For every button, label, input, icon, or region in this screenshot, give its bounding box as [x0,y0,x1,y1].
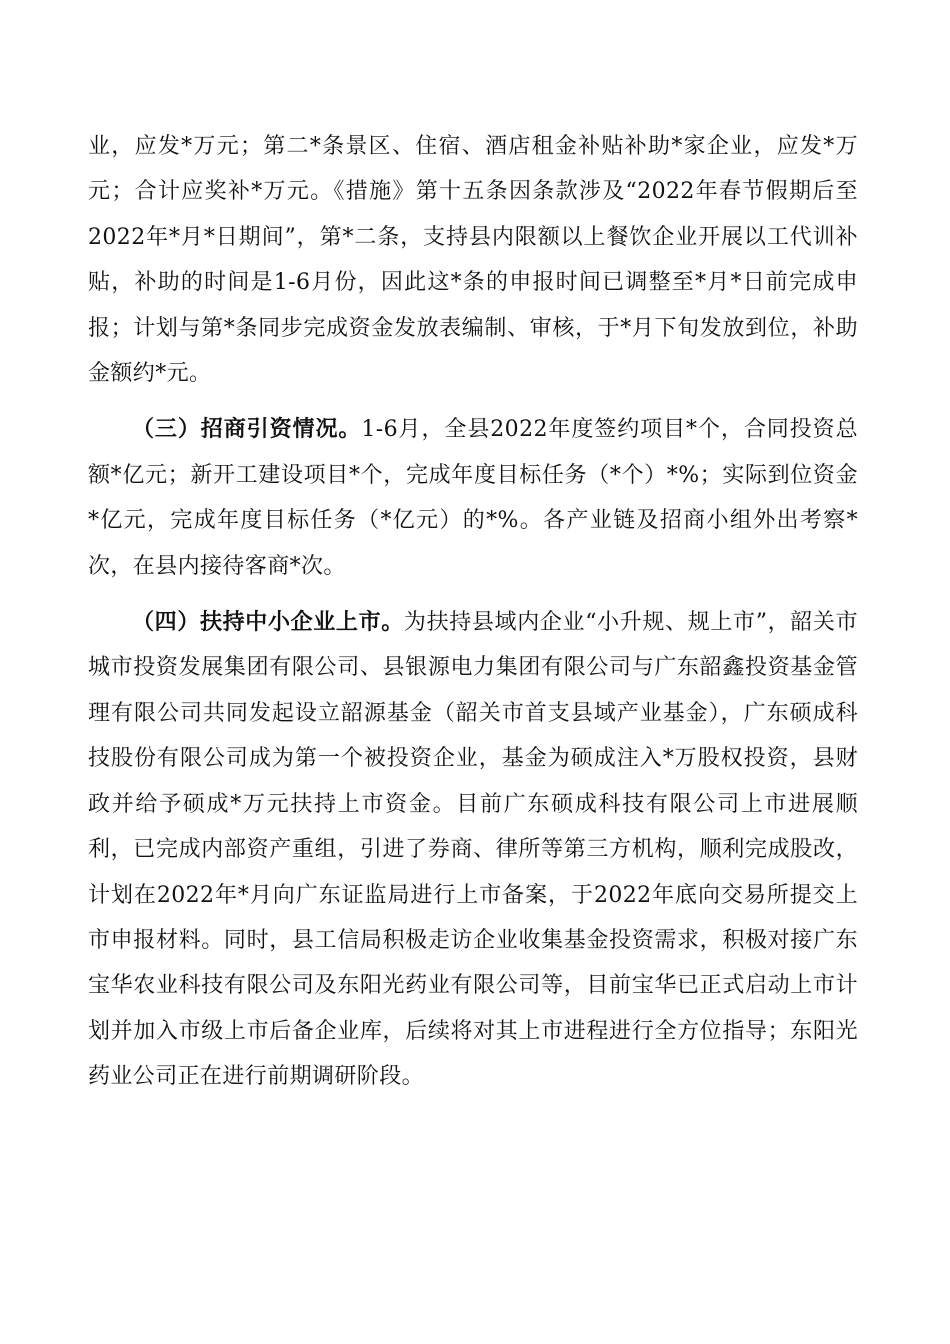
paragraph-text: 1-6月，全县2022年度签约项目*个，合同投资总额*亿元；新开工建设项目*个，完成年度目标任务（*个）*%；实际到位资金*亿元，完成年度目标任务（*亿元）的*%。各产业链及招商小组外出考察*次，在县内接待客商*次。 [88,417,858,579]
paragraph-investment-attraction [88,407,858,589]
paragraph-text: 为扶持县域内企业“小升规、规上市”，韶关市城市投资发展集团有限公司、县银源电力集团有限公司与广东韶鑫投资基金管理有限公司共同发起设立韶源基金（韶关市首支县域产业基金），广东硕成科技股份有限公司成为第一个被投资企业，基金为硕成注入*万股权投资，县财政并给予硕成*万元扶持上市资金。目前广东硕成科技有限公司上市进展顺利，已完成内部资产重组，引进了券商、律所等第三方机构，顺利完成股改，计划在2022年*月向广东证监局进行上市备案，于2022年底向交易所提交上市申报材料。同时，县工信局积极走访企业收集基金投资需求，积极对接广东宝华农业科技有限公司及东阳光药业有限公司等，目前宝华已正式启动上市计划并加入市级上市后备企业库，后续将对其上市进程进行全方位指导；东阳光药业公司正在进行前期调研阶段。 [88,610,858,1090]
paragraph-subsidy-continuation [88,124,858,396]
section-heading-investment: （三）招商引资情况。 [132,416,362,443]
document-body [88,124,858,1111]
paragraph-sme-listing [88,600,858,1099]
section-heading-sme-listing: （四）扶持中小企业上市。 [132,609,404,636]
paragraph-text: 业，应发*万元；第二*条景区、住宿、酒店租金补贴补助*家企业，应发*万元；合计应奖补*万元。《措施》第十五条因条款涉及“2022年春节假期后至2022年*月*日期间”，第*二条，支持县内限额以上餐饮企业开展以工代训补贴，补助的时间是1-6月份，因此这*条的申报时间已调整至*月*日前完成申报；计划与第*条同步完成资金发放表编制、审核，于*月下旬发放到位，补助金额约*元。 [88,134,858,387]
